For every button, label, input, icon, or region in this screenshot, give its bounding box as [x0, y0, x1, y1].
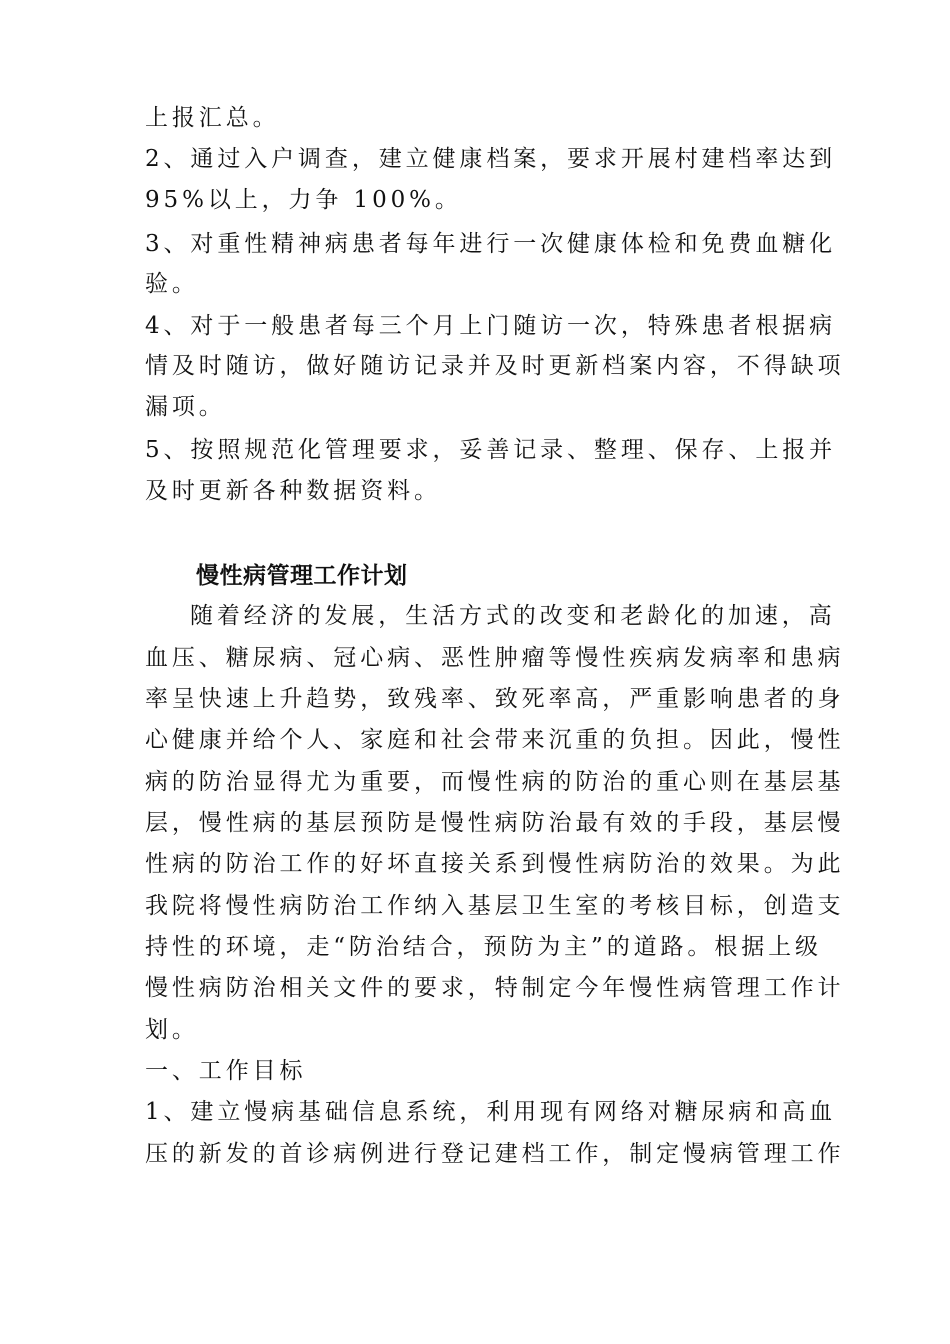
- paragraph-line: 病的防治显得尤为重要，而慢性病的防治的重心则在基层基: [145, 769, 845, 795]
- subheading: 一、工作目标: [145, 1058, 307, 1084]
- text-line: 情及时随访，做好随访记录并及时更新档案内容，不得缺项: [145, 353, 845, 379]
- paragraph-line: 层，慢性病的基层预防是慢性病防治最有效的手段，基层慢: [145, 810, 845, 836]
- paragraph-line: 率呈快速上升趋势，致残率、致死率高，严重影响患者的身: [145, 686, 845, 712]
- text-line: 4、对于一般患者每三个月上门随访一次，特殊患者根据病: [145, 313, 837, 339]
- paragraph-line: 心健康并给个人、家庭和社会带来沉重的负担。因此，慢性: [145, 727, 845, 753]
- paragraph-line: 性病的防治工作的好坏直接关系到慢性病防治的效果。为此: [145, 851, 845, 877]
- paragraph-line: 划。: [145, 1017, 199, 1043]
- text-line: 95%以上，力争 100%。: [145, 187, 462, 213]
- paragraph-line: 我院将慢性病防治工作纳入基层卫生室的考核目标，创造支: [145, 893, 845, 919]
- paragraph-line: 随着经济的发展，生活方式的改变和老龄化的加速，高: [190, 603, 836, 629]
- paragraph-line: 血压、糖尿病、冠心病、恶性肿瘤等慢性疾病发病率和患病: [145, 645, 845, 671]
- text-line: 2、通过入户调查，建立健康档案，要求开展村建档率达到: [145, 146, 837, 172]
- text-line: 上报汇总。: [145, 105, 280, 131]
- text-line: 验。: [145, 271, 199, 297]
- paragraph-line: 慢性病防治相关文件的要求，特制定今年慢性病管理工作计: [145, 975, 845, 1001]
- paragraph-line: 持性的环境，走“防治结合，预防为主”的道路。根据上级: [145, 934, 822, 960]
- text-line: 漏项。: [145, 394, 226, 420]
- text-line: 1、建立慢病基础信息系统，利用现有网络对糖尿病和高血: [145, 1099, 837, 1125]
- text-line: 3、对重性精神病患者每年进行一次健康体检和免费血糖化: [145, 231, 837, 257]
- text-line: 及时更新各种数据资料。: [145, 478, 441, 504]
- section-heading: 慢性病管理工作计划: [196, 563, 408, 589]
- text-line: 压的新发的首诊病例进行登记建档工作，制定慢病管理工作: [145, 1141, 845, 1167]
- text-line: 5、按照规范化管理要求，妥善记录、整理、保存、上报并: [145, 437, 837, 463]
